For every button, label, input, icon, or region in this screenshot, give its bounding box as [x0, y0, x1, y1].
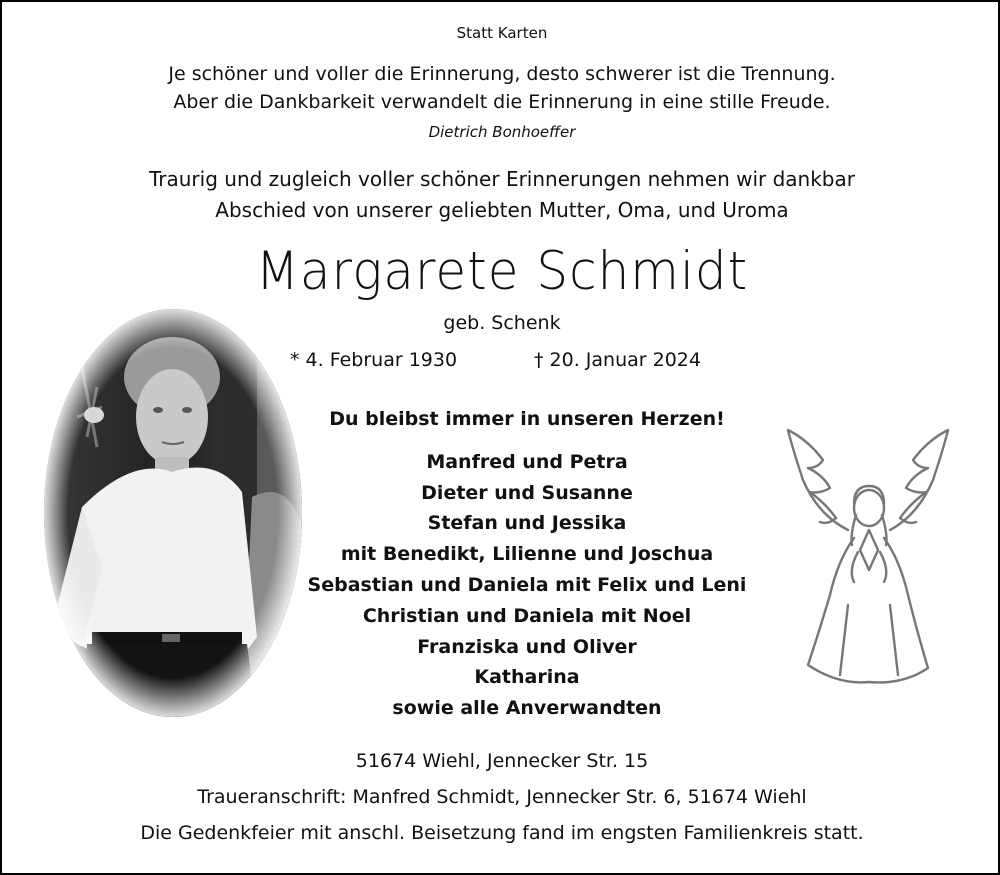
quote-line-2: Aber die Dankbarkeit verwandelt die Erinnerung in eine stille Freude. [173, 91, 831, 113]
ceremony-note: Die Gedenkfeier mit anschl. Beisetzung fand im engsten Familienkreis statt. [140, 822, 864, 844]
family-member: Stefan und Jessika [427, 512, 627, 535]
announcement-line-2: Abschied von unserer geliebten Mutter, Oma, und Uroma [215, 198, 789, 222]
death-date: † 20. Januar 2024 [534, 349, 701, 371]
mourning-address: Traueranschrift: Manfred Schmidt, Jennecker Str. 6, 51674 Wiehl [197, 786, 807, 808]
family-member: Franziska und Oliver [417, 635, 637, 658]
family-member: Christian und Daniela mit Noel [362, 604, 692, 627]
birth-date: * 4. Februar 1930 [290, 349, 458, 371]
motto: Du bleibst immer in unseren Herzen! [329, 408, 725, 430]
statt-karten-label: Statt Karten [456, 24, 548, 42]
family-member: Sebastian und Daniela mit Felix und Leni [307, 573, 747, 596]
family-member: mit Benedikt, Lilienne und Joschua [340, 543, 714, 566]
deceased-name: Margarete Schmidt [255, 240, 749, 302]
quote-line-1: Je schöner und voller die Erinnerung, desto schwerer ist die Trennung. [168, 63, 836, 85]
maiden-name: geb. Schenk [443, 312, 561, 334]
family-member: sowie alle Anverwandten [392, 697, 662, 720]
family-member: Dieter und Susanne [421, 481, 633, 504]
announcement-line-1: Traurig und zugleich voller schöner Erinnerungen nehmen wir dankbar [149, 167, 855, 191]
family-section [272, 404, 782, 724]
quote-author: Dietrich Bonhoeffer [428, 123, 576, 141]
angel-drawing-icon [778, 420, 958, 692]
family-member: Manfred und Petra [426, 450, 628, 473]
address: 51674 Wiehl, Jennecker Str. 15 [355, 750, 649, 772]
portrait-photo [42, 307, 304, 719]
family-member: Katharina [474, 666, 580, 689]
